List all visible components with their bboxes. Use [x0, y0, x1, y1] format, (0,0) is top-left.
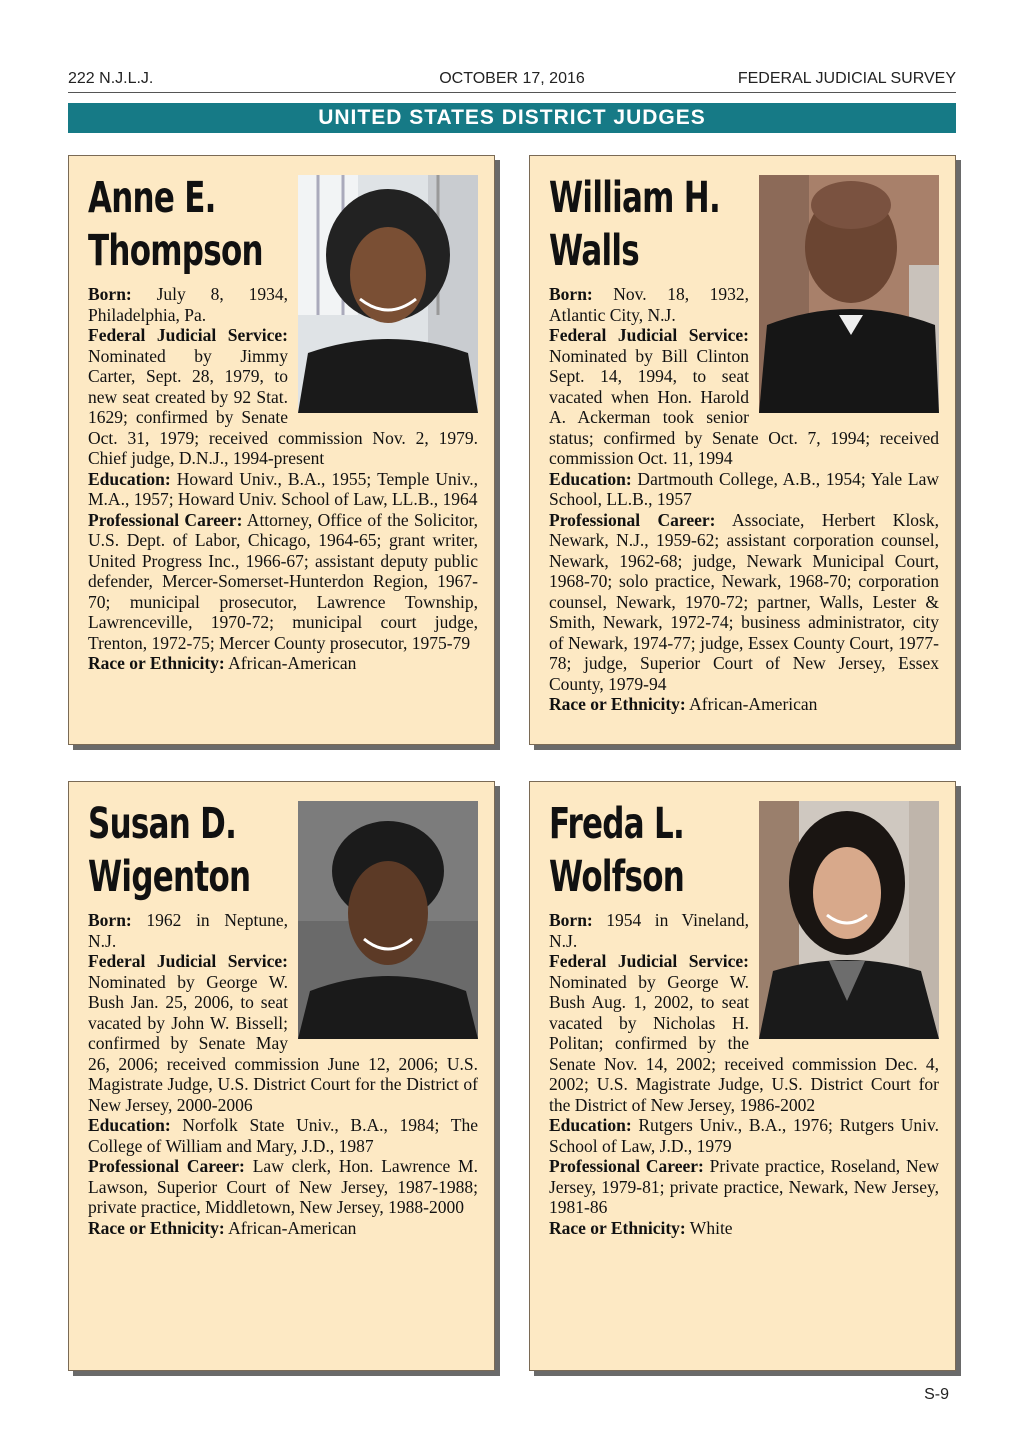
judge-bio: Born: 1954 in Vineland, N.J. Federal Judicial Service: Nominated by George W. Bush Aug. 1, 2002, to seat vacated by Nicholas H. Politan; confirmed by the Senate Nov. 14, 2002; received commission Dec. 4, 2002; U.S. Magistrate Judge, U.S. District Court for the District of New Jersey, 1986-2002 Education: Rutgers Univ., B.A., 1976; Rutgers Univ. School of Law, J.D., 1979 Professional Career: Private practice, Roseland, New Jersey, 1979-81; private practice, Newark, New Jersey, 1981-86 Race or Ethnicity: White	[549, 910, 939, 1238]
judge-name: Susan D. Wigenton	[88, 799, 251, 902]
judge-bio: Born: July 8, 1934, Philadelphia, Pa. Federal Judicial Service: Nominated by Jimmy Carter, Sept. 28, 1979, to new seat created by 92 Stat. 1629; confirmed by Senate Oct. 31, 1979; received commission Nov. 2, 1979. Chief judge, D.N.J., 1994-present Education: Howard Univ., B.A., 1955; Temple Univ., M.A., 1957; Howard Univ. School of Law, LL.B., 1964 Professional Career: Attorney, Office of the Solicitor, U.S. Dept. of Labor, Chicago, 1964-65; grant writer, United Progress Inc., 1966-67; assistant deputy public defender, Mercer-Somerset-Hunterdon Region, 1967-70; municipal prosecutor, Lawrence Township, Lawrenceville, 1970-72; municipal court judge, Trenton, 1972-75; Mercer County prosecutor, 1975-79 Race or Ethnicity: African-American	[88, 284, 478, 673]
header-date: OCTOBER 17, 2016	[439, 70, 585, 87]
judge-bio: Born: 1962 in Neptune, N.J. Federal Judicial Service: Nominated by George W. Bush Jan. 25, 2006, to seat vacated by John W. Bissell; confirmed by Senate May 26, 2006; received commission June 12, 2006; U.S. Magistrate Judge, U.S. District Court for the District of New Jersey, 2000-2006 Education: Norfolk State Univ., B.A., 1984; The College of William and Mary, J.D., 1987 Professional Career: Law clerk, Hon. Lawrence M. Lawson, Superior Court of New Jersey, 1987-1988; private practice, Middletown, New Jersey, 1988-2000 Race or Ethnicity: African-American	[88, 910, 478, 1238]
judge-card-thompson	[68, 155, 495, 745]
page-header	[68, 70, 956, 93]
judge-name: Freda L. Wolfson	[549, 799, 685, 902]
section-banner: UNITED STATES DISTRICT JUDGES	[68, 103, 956, 133]
judge-name: William H. Walls	[549, 173, 721, 276]
judge-card-wigenton	[68, 781, 495, 1371]
header-section: FEDERAL JUDICIAL SURVEY	[737, 70, 956, 87]
judge-name: Anne E. Thompson	[88, 173, 263, 276]
judge-bio: Born: Nov. 18, 1932, Atlantic City, N.J. Federal Judicial Service: Nominated by Bill Clinton Sept. 14, 1994, to seat vacated when Hon. Harold A. Ackerman took senior status; confirmed by Senate Oct. 7, 1994; received commission Oct. 11, 1994 Education: Dartmouth College, A.B., 1954; Yale Law School, LL.B., 1957 Professional Career: Associate, Herbert Klosk, Newark, N.J., 1959-62; assistant corporation counsel, Newark, 1962-68; judge, Newark Municipal Court, 1968-70; solo practice, Newark, 1968-70; corporation counsel, Newark, 1970-72; partner, Walls, Lester & Smith, Newark, 1972-74; business administrator, city of Newark, 1974-77; judge, Essex County Court, 1977-78; judge, Superior Court of New Jersey, Essex County, 1979-94 Race or Ethnicity: African-American	[549, 284, 939, 714]
judge-card-wolfson	[529, 781, 956, 1371]
page-number: S-9	[924, 1386, 949, 1403]
judge-card-walls	[529, 155, 956, 745]
header-issue: 222 N.J.L.J.	[68, 70, 154, 87]
